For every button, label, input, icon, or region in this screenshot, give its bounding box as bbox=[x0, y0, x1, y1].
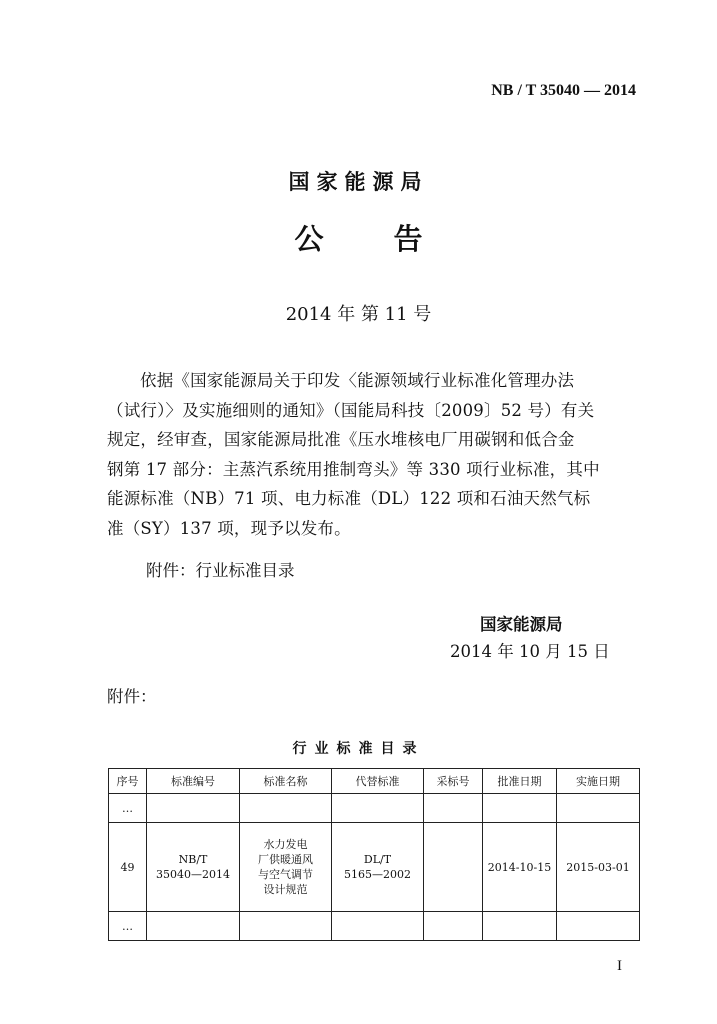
code-line: NB/T bbox=[178, 853, 208, 866]
adopted-standard-cell bbox=[424, 823, 483, 912]
standard-code: NB / T 35040 — 2014 bbox=[491, 82, 636, 99]
attachment-reference: 附件：行业标准目录 bbox=[146, 561, 295, 580]
notice-body bbox=[107, 366, 637, 543]
header-cell: 实施日期 bbox=[557, 769, 640, 794]
body-line: 准（SY）137 项，现予以发布。 bbox=[107, 518, 351, 538]
replaces-line: DL/T bbox=[363, 853, 392, 866]
code-line: 35040—2014 bbox=[156, 868, 230, 881]
issue-number: 2014 年 第 11 号 bbox=[285, 304, 432, 325]
header-cell: 批准日期 bbox=[483, 769, 557, 794]
name-line: 水力发电 bbox=[263, 838, 308, 851]
page-number: I bbox=[617, 958, 622, 974]
body-line: 规定，经审查，国家能源局批准《压水堆核电厂用碳钢和低合金 bbox=[107, 430, 575, 449]
table-header-row bbox=[109, 769, 640, 794]
name-line: 厂供暖通风 bbox=[258, 853, 313, 866]
signature-org: 国家能源局 bbox=[480, 615, 563, 634]
standard-code-cell bbox=[147, 823, 240, 912]
notice-title bbox=[0, 217, 717, 258]
header-cell: 代替标准 bbox=[332, 769, 424, 794]
replaces-line: 5165—2002 bbox=[344, 868, 411, 881]
effective-date-cell: 2015-03-01 bbox=[557, 823, 640, 912]
header-cell: 标准编号 bbox=[147, 769, 240, 794]
signature-date: 2014 年 10 月 15 日 bbox=[450, 642, 610, 661]
table-title: 行业标准目录 bbox=[292, 741, 425, 757]
table-row bbox=[109, 794, 640, 823]
row-number: 49 bbox=[109, 823, 147, 912]
header-cell: 序号 bbox=[109, 769, 147, 794]
name-line: 设计规范 bbox=[263, 883, 308, 896]
name-line: 与空气调节 bbox=[258, 868, 313, 881]
header-cell: 标准名称 bbox=[240, 769, 332, 794]
body-line: （试行）〉及实施细则的通知》（国能局科技〔2009〕52 号）有关 bbox=[107, 400, 595, 420]
approval-date-cell: 2014-10-15 bbox=[483, 823, 557, 912]
attachment-label: 附件： bbox=[107, 687, 157, 706]
header-cell: 采标号 bbox=[424, 769, 483, 794]
ellipsis-cell: … bbox=[109, 912, 147, 941]
replaced-standard-cell bbox=[332, 823, 424, 912]
standard-name-cell bbox=[240, 823, 332, 912]
notice-title-right: 告 bbox=[393, 222, 423, 256]
body-line: 依据《国家能源局关于印发〈能源领域行业标准化管理办法 bbox=[140, 371, 575, 390]
table-row bbox=[109, 912, 640, 941]
agency-heading: 国家能源局 bbox=[288, 170, 429, 194]
table-row bbox=[109, 823, 640, 912]
standards-catalog-table bbox=[108, 768, 640, 941]
notice-title-left: 公 bbox=[294, 222, 324, 256]
body-line: 能源标准（NB）71 项、电力标准（DL）122 项和石油天然气标 bbox=[107, 489, 591, 508]
ellipsis-cell: … bbox=[109, 794, 147, 823]
body-line: 钢第 17 部分：主蒸汽系统用推制弯头》等 330 项行业标准，其中 bbox=[107, 459, 600, 479]
